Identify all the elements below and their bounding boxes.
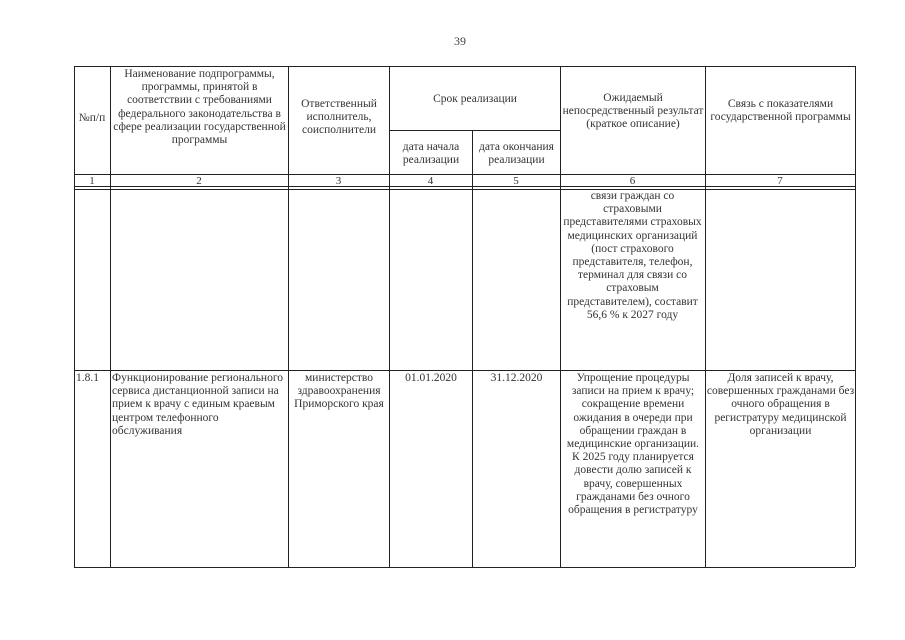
header-col-indicator: Связь с показателями государственной программы bbox=[710, 98, 851, 124]
column-number: 7 bbox=[777, 175, 783, 187]
column-number: 4 bbox=[427, 175, 434, 187]
page-number: 39 bbox=[454, 34, 466, 48]
column-number: 3 bbox=[335, 175, 342, 187]
header-col-executor: Ответственный исполнитель, соисполнители bbox=[301, 98, 377, 137]
table-row-indicator: Доля записей к врачу, совершенных гражданами без очного обращения в регистратуру медицинской организации bbox=[706, 372, 855, 437]
table-row-start: 01.01.2020 bbox=[405, 372, 457, 384]
table-row-result: Упрощение процедуры записи на прием к врачу; сокращение времени ожидания в очереди при обращении граждан в медицинские организации. К 2025 году планируется довести долю записей к врачу, совершенных гражданами без очного обращения в регистратуру bbox=[566, 372, 700, 517]
table-row-result: связи граждан со страховыми представителями страховых медицинских организаций (пост страхового представителя, телефон, терминал для связи со страховым представителем), составит 56,6 % к 2027 году bbox=[563, 190, 702, 321]
table-row-number: 1.8.1 bbox=[76, 372, 99, 384]
column-number: 5 bbox=[513, 175, 519, 187]
header-period: Срок реализации bbox=[433, 93, 517, 105]
column-number: 2 bbox=[196, 175, 202, 187]
header-col-number: №п/п bbox=[78, 112, 106, 124]
header-col-result: Ожидаемый непосредственный результат (краткое описание) bbox=[562, 92, 704, 131]
header-col-name: Наименование подпрограммы, программы, принятой в соответствии с требованиями федерального законодательства в сфере реализации государственной программы bbox=[113, 68, 286, 147]
header-col-end: дата окончания реализации bbox=[479, 141, 554, 167]
column-number: 1 bbox=[89, 175, 95, 187]
header-col-start: дата начала реализации bbox=[402, 141, 460, 167]
table-row-end: 31.12.2020 bbox=[490, 372, 543, 384]
table-row-executor: министерство здравоохранения Приморского края bbox=[294, 372, 384, 411]
column-number: 6 bbox=[629, 175, 636, 187]
table-row-name: Функционирование регионального сервиса дистанционной записи на прием к врачу с единым краевым центром телефонного обслуживания bbox=[112, 372, 284, 437]
